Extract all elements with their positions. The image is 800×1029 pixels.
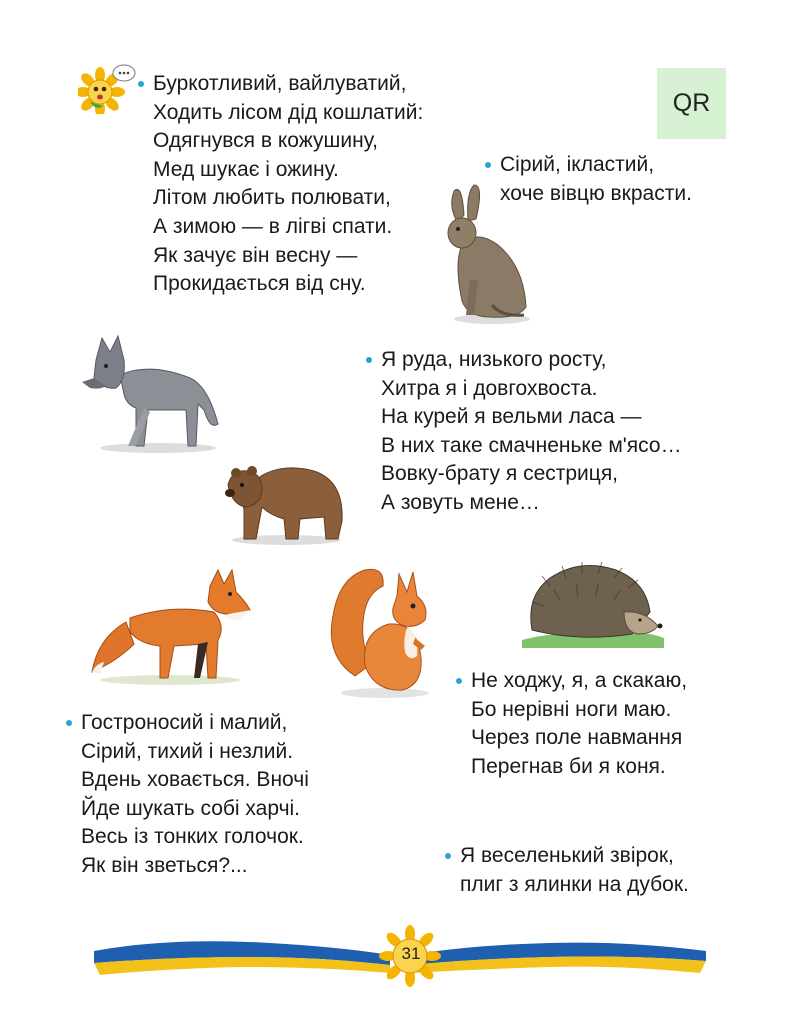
poem-line: А зовуть мене… <box>381 490 540 514</box>
sunflower-mascot-icon <box>78 64 136 114</box>
poem-line: Я веселенький звірок, <box>460 842 689 871</box>
poem-line: Весь із тонких голочок. <box>81 825 304 849</box>
poem-line: Ходить лісом дід кошлатий: <box>153 100 424 124</box>
fox-illustration <box>90 568 255 686</box>
poem-line: Як зачує він весну — <box>153 243 358 267</box>
poem-line: Сірий, ікластий, <box>500 151 692 180</box>
qr-code-box[interactable] <box>657 68 726 139</box>
poem-hedgehog <box>81 709 309 881</box>
poem-line: Не ходжу, я, а скакаю, <box>471 667 687 696</box>
bear-illustration <box>222 455 347 545</box>
poem-line: В них таке смачненьке м'ясо… <box>381 433 682 457</box>
poem-line: Буркотливий, вайлуватий, <box>153 70 423 99</box>
poem-line: Сірий, тихий і незлий. <box>81 739 294 763</box>
poem-bear <box>153 70 423 299</box>
poem-hare <box>471 667 687 781</box>
poem-line: Гостроносий і малий, <box>81 709 309 738</box>
poem-line: Одягнувся в кожушину, <box>153 129 378 153</box>
qr-label: QR <box>672 89 711 117</box>
poem-line: Літом любить полювати, <box>153 186 391 210</box>
page-number: 31 <box>401 944 421 963</box>
poem-line: плиг з ялинки на дубок. <box>460 872 689 896</box>
wolf-illustration <box>80 330 230 455</box>
poem-line: Я руда, низького росту, <box>381 346 682 375</box>
poem-squirrel <box>460 842 689 899</box>
poem-line: Вовку-брату я сестриця, <box>381 462 619 486</box>
hare-illustration <box>432 183 542 325</box>
poem-line: Хитра я і довгохвоста. <box>381 376 598 400</box>
poem-line: Мед шукає і ожину. <box>153 157 339 181</box>
poem-line: Через поле навмання <box>471 726 683 750</box>
poem-line: Вдень ховається. Вночі <box>81 768 309 792</box>
squirrel-illustration <box>325 566 440 698</box>
poem-line: Прокидається від сну. <box>153 272 366 296</box>
poem-line: Перегнав би я коня. <box>471 754 666 778</box>
poem-line: Як він зветься?... <box>81 853 248 877</box>
poem-line: А зимою — в лігві спати. <box>153 214 393 238</box>
poem-fox <box>381 346 682 518</box>
poem-line: Бо нерівні ноги маю. <box>471 697 672 721</box>
poem-line: Йде шукать собі харчі. <box>81 796 301 820</box>
poem-line: хоче вівцю вкрасти. <box>500 181 692 205</box>
poem-line: На курей я вельми ласа — <box>381 405 642 429</box>
hedgehog-illustration <box>520 556 665 651</box>
